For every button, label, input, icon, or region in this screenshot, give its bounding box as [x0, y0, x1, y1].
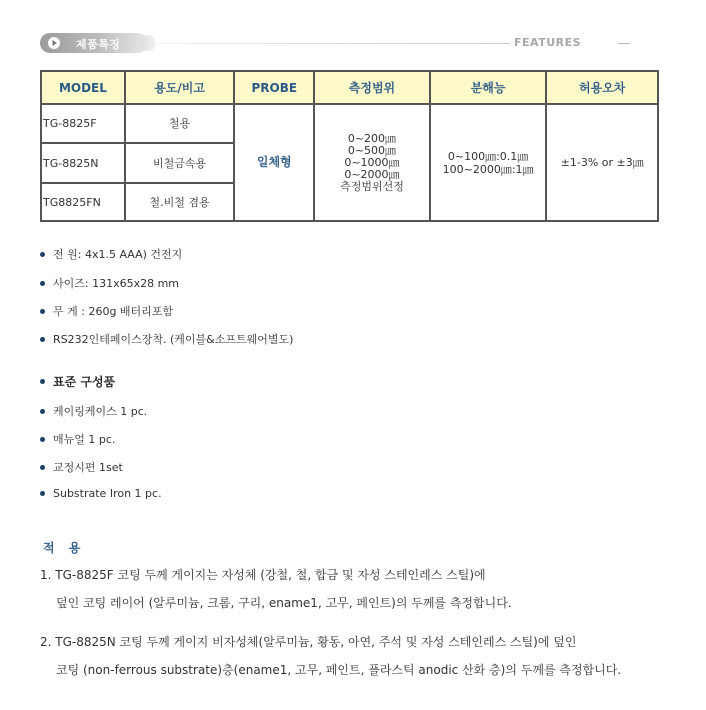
usage-cell: 철.비철 겸용 [125, 183, 234, 221]
col-header-resolution: 분해능 [430, 71, 547, 104]
list-item [40, 331, 293, 347]
range-line: 0~1000㎛ [344, 155, 400, 169]
list-item [40, 403, 147, 419]
table-row [41, 104, 658, 143]
range-line: 0~2000㎛ [344, 167, 400, 181]
bullet-icon [40, 491, 45, 496]
col-header-usage: 용도/비고 [125, 71, 234, 104]
model-cell: TG-8825N [41, 143, 125, 183]
application-line: 코팅 (non-ferrous substrate)층(ename1, 고무, 페인트, 플라스틱 anodic 산화 층)의 두께를 측정합니다. [56, 663, 622, 677]
application-title: 적 용 [43, 541, 86, 555]
header-divider-end [618, 43, 630, 44]
bullet-icon [40, 252, 45, 257]
list-item [40, 431, 115, 447]
application-line: 덮인 코팅 레이어 (알루미늄, 크롬, 구리, ename1, 고무, 페인트)의 두께를 측정합니다. [56, 596, 512, 610]
bullet-icon [40, 309, 45, 314]
list-item-text: RS232인테페이스장착. (케이블&소프트웨어별도) [53, 333, 294, 346]
table-header-row [41, 71, 658, 104]
range-line: 0~500㎛ [347, 143, 397, 157]
model-cell: TG8825FN [41, 183, 125, 221]
header-pill-cap [140, 35, 156, 51]
col-header-tolerance: 허용오차 [546, 71, 658, 104]
probe-cell: 일체형 [234, 104, 314, 221]
bullet-icon [40, 281, 45, 286]
components-heading-text: 표준 구성품 [53, 375, 116, 389]
model-cell: TG-8825F [41, 104, 125, 143]
list-item [40, 275, 179, 291]
play-icon [48, 37, 60, 49]
section-header [40, 33, 600, 53]
bullet-icon [40, 379, 45, 384]
tolerance-cell: ±1-3% or ±3㎛ [546, 104, 658, 221]
list-item-text: 교정시편 1set [53, 461, 123, 474]
list-item [40, 246, 182, 262]
bullet-icon [40, 337, 45, 342]
application-line: 1. TG-8825F 코팅 두께 게이지는 자성체 (강철, 철, 합금 및 자성 스테인레스 스틸)에 [40, 568, 486, 582]
header-divider [158, 43, 552, 44]
list-item-text: Substrate Iron 1 pc. [53, 487, 162, 500]
list-item [40, 303, 173, 319]
list-item-text: 사이즈: 131x65x28 mm [53, 277, 180, 290]
list-item [40, 459, 123, 475]
col-header-probe: PROBE [234, 71, 314, 104]
list-item-text: 무 게 : 260g 배터리포함 [53, 305, 174, 318]
usage-cell: 철용 [125, 104, 234, 143]
components-heading [40, 373, 115, 390]
range-line: 측정범위선정 [340, 179, 404, 193]
col-header-range: 측정범위 [314, 71, 430, 104]
usage-cell: 비철금속용 [125, 143, 234, 183]
spec-table [40, 70, 659, 222]
bullet-icon [40, 465, 45, 470]
application-line: 2. TG-8825N 코팅 두께 게이지 비자성체(알루미늄, 황동, 아연, 주석 및 자성 스테인레스 스틸)에 덮인 [40, 635, 577, 649]
bullet-icon [40, 409, 45, 414]
header-title: 제품특징 [76, 38, 121, 51]
resolution-cell [430, 104, 547, 221]
features-label: FEATURES [510, 36, 583, 49]
range-line: 0~200㎛ [347, 131, 397, 145]
bullet-icon [40, 437, 45, 442]
list-item-text: 케이링케이스 1 pc. [53, 405, 148, 418]
resolution-line: 0~100㎛:0.1㎛ [447, 149, 529, 163]
list-item-text: 매뉴얼 1 pc. [53, 433, 116, 446]
resolution-line: 100~2000㎛:1㎛ [442, 162, 534, 176]
list-item [40, 487, 162, 500]
col-header-model: MODEL [41, 71, 125, 104]
list-item-text: 전 원: 4x1.5 AAA) 건전지 [53, 248, 183, 261]
range-cell [314, 104, 430, 221]
